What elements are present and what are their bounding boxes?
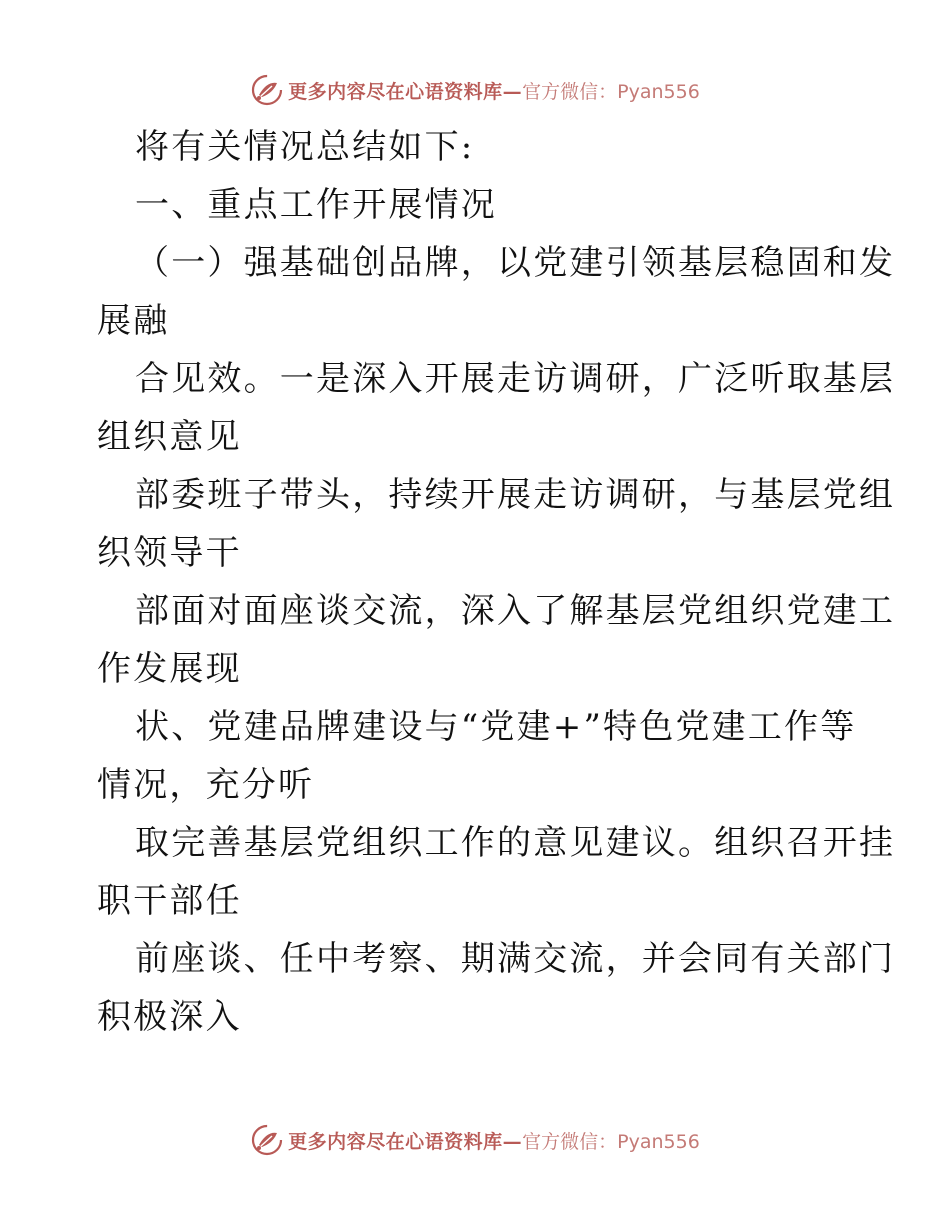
footer-banner	[0, 1120, 950, 1160]
header-banner	[0, 70, 950, 110]
body-line: 取完善基层党组织工作的意见建议。组织召开挂	[135, 823, 896, 863]
body-line: 合见效。一是深入开展走访调研，广泛听取基层	[135, 359, 896, 399]
book-leaf-logo-icon	[250, 73, 284, 107]
header-banner-text: 更多内容尽在心语资料库—	[288, 80, 523, 103]
book-leaf-logo-icon	[250, 1123, 284, 1157]
document-body	[97, 118, 896, 1046]
body-line: 积极深入	[97, 997, 242, 1037]
body-line: 状、党建品牌建设与“党建+”特色党建工作等	[135, 707, 857, 747]
body-line: 作发展现	[97, 649, 242, 689]
body-line: 部委班子带头，持续开展走访调研，与基层党组	[135, 475, 896, 515]
body-line: 组织意见	[97, 417, 242, 457]
body-line: 将有关情况总结如下:	[135, 127, 475, 167]
body-line: 织领导干	[97, 533, 242, 573]
footer-banner-text: 更多内容尽在心语资料库—	[288, 1130, 523, 1153]
body-line: 职干部任	[97, 881, 242, 921]
body-line: 部面对面座谈交流，深入了解基层党组织党建工	[135, 591, 896, 631]
header-banner-wechat: 官方微信：Pyan556	[522, 80, 700, 103]
footer-banner-wechat: 官方微信：Pyan556	[522, 1130, 700, 1153]
body-line: 展融	[97, 301, 170, 341]
body-line: 前座谈、任中考察、期满交流，并会同有关部门	[135, 939, 896, 979]
body-line: （一）强基础创品牌，以党建引领基层稳固和发	[135, 243, 896, 283]
body-line: 情况，充分听	[97, 765, 315, 805]
body-line: 一、重点工作开展情况	[135, 185, 497, 225]
